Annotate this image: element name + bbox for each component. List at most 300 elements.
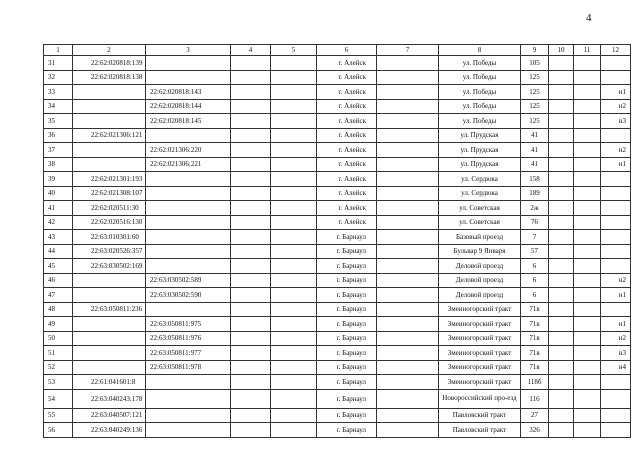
- col-7-cell: [377, 360, 439, 375]
- house-number-cell: 41: [521, 128, 549, 143]
- house-number-cell: 125: [521, 70, 549, 85]
- sub-cadastral-number-cell: 22:63:050811:978: [146, 360, 231, 375]
- col-7-cell: [377, 259, 439, 274]
- row-number-cell: 53: [44, 375, 73, 390]
- cadastral-number-cell: [73, 99, 146, 114]
- row-number-cell: 49: [44, 317, 73, 332]
- table-row: [44, 244, 631, 259]
- col-4-cell: [231, 331, 271, 346]
- col-7-cell: [377, 244, 439, 259]
- col-7-cell: [377, 288, 439, 303]
- col-7-cell: [377, 331, 439, 346]
- col-11-cell: [574, 70, 601, 85]
- city-cell: г. Барнаул: [317, 331, 377, 346]
- street-cell: ул. Победы: [439, 114, 521, 129]
- row-number-cell: 50: [44, 331, 73, 346]
- note-cell: н2: [601, 99, 631, 114]
- col-11-cell: [574, 56, 601, 71]
- sub-cadastral-number-cell: [146, 302, 231, 317]
- col-7-cell: [377, 215, 439, 230]
- col-5-cell: [271, 201, 317, 216]
- city-cell: г. Алейск: [317, 85, 377, 100]
- house-number-cell: 125: [521, 114, 549, 129]
- row-number-cell: 37: [44, 143, 73, 158]
- column-header: 2: [73, 45, 146, 56]
- cadastral-number-cell: 22:63:040507:121: [73, 408, 146, 423]
- house-number-cell: 71в: [521, 331, 549, 346]
- col-4-cell: [231, 201, 271, 216]
- city-cell: г. Барнаул: [317, 408, 377, 423]
- table-row: [44, 215, 631, 230]
- city-cell: г. Алейск: [317, 201, 377, 216]
- table-row: [44, 186, 631, 201]
- sub-cadastral-number-cell: [146, 186, 231, 201]
- row-number-cell: 41: [44, 201, 73, 216]
- col-4-cell: [231, 99, 271, 114]
- col-4-cell: [231, 408, 271, 423]
- col-5-cell: [271, 423, 317, 438]
- col-7-cell: [377, 230, 439, 245]
- column-header: 8: [439, 45, 521, 56]
- city-cell: г. Алейск: [317, 56, 377, 71]
- col-5-cell: [271, 288, 317, 303]
- col-4-cell: [231, 259, 271, 274]
- col-7-cell: [377, 302, 439, 317]
- city-cell: г. Барнаул: [317, 389, 377, 408]
- col-10-cell: [549, 56, 574, 71]
- sub-cadastral-number-cell: 22:63:050811:975: [146, 317, 231, 332]
- col-10-cell: [549, 244, 574, 259]
- col-11-cell: [574, 346, 601, 361]
- cadastral-number-cell: 22:63:040243:178: [73, 389, 146, 408]
- house-number-cell: 71в: [521, 360, 549, 375]
- table-row: [44, 70, 631, 85]
- col-7-cell: [377, 56, 439, 71]
- col-5-cell: [271, 389, 317, 408]
- street-cell: Змеиногорский тракт: [439, 375, 521, 390]
- col-10-cell: [549, 99, 574, 114]
- col-10-cell: [549, 201, 574, 216]
- table-row: [44, 128, 631, 143]
- column-header: 1: [44, 45, 73, 56]
- table-row: [44, 288, 631, 303]
- cadastral-number-cell: [73, 360, 146, 375]
- col-4-cell: [231, 70, 271, 85]
- cadastral-number-cell: 22:61:041601:8: [73, 375, 146, 390]
- street-cell: ул. Сердюка: [439, 186, 521, 201]
- house-number-cell: 71в: [521, 346, 549, 361]
- col-10-cell: [549, 215, 574, 230]
- col-5-cell: [271, 186, 317, 201]
- house-number-cell: 105: [521, 56, 549, 71]
- col-10-cell: [549, 375, 574, 390]
- note-cell: [601, 408, 631, 423]
- row-number-cell: 35: [44, 114, 73, 129]
- col-7-cell: [377, 143, 439, 158]
- table-row: [44, 114, 631, 129]
- col-7-cell: [377, 375, 439, 390]
- city-cell: г. Барнаул: [317, 244, 377, 259]
- house-number-cell: 2ж: [521, 201, 549, 216]
- street-cell: ул. Сердюка: [439, 172, 521, 187]
- col-7-cell: [377, 273, 439, 288]
- note-cell: [601, 375, 631, 390]
- cadastral-number-cell: [73, 346, 146, 361]
- street-cell: ул. Советская: [439, 201, 521, 216]
- col-4-cell: [231, 346, 271, 361]
- row-number-cell: 47: [44, 288, 73, 303]
- cadastral-number-cell: 22:62:020511:30: [73, 201, 146, 216]
- row-number-cell: 55: [44, 408, 73, 423]
- sub-cadastral-number-cell: [146, 389, 231, 408]
- note-cell: [601, 70, 631, 85]
- cadastral-number-cell: [73, 317, 146, 332]
- cadastral-number-cell: [73, 114, 146, 129]
- col-7-cell: [377, 99, 439, 114]
- col-11-cell: [574, 85, 601, 100]
- cadastral-number-cell: 22:62:021308:107: [73, 186, 146, 201]
- house-number-cell: 71в: [521, 302, 549, 317]
- city-cell: г. Алейск: [317, 172, 377, 187]
- city-cell: г. Барнаул: [317, 423, 377, 438]
- col-4-cell: [231, 389, 271, 408]
- table-row: [44, 302, 631, 317]
- row-number-cell: 54: [44, 389, 73, 408]
- house-number-cell: 76: [521, 215, 549, 230]
- col-5-cell: [271, 346, 317, 361]
- table-row: [44, 317, 631, 332]
- col-10-cell: [549, 317, 574, 332]
- street-cell: Змеиногорский тракт: [439, 346, 521, 361]
- cadastral-number-cell: 22:63:040249:136: [73, 423, 146, 438]
- house-number-cell: 118б: [521, 375, 549, 390]
- sub-cadastral-number-cell: [146, 408, 231, 423]
- row-number-cell: 42: [44, 215, 73, 230]
- col-4-cell: [231, 288, 271, 303]
- sub-cadastral-number-cell: 22:62:021306:220: [146, 143, 231, 158]
- col-5-cell: [271, 230, 317, 245]
- street-cell: ул. Победы: [439, 99, 521, 114]
- col-10-cell: [549, 128, 574, 143]
- col-7-cell: [377, 346, 439, 361]
- sub-cadastral-number-cell: [146, 375, 231, 390]
- table-row: [44, 99, 631, 114]
- col-11-cell: [574, 259, 601, 274]
- city-cell: г. Алейск: [317, 99, 377, 114]
- col-4-cell: [231, 157, 271, 172]
- street-cell: ул. Победы: [439, 85, 521, 100]
- table-row: [44, 331, 631, 346]
- table-row: [44, 375, 631, 390]
- col-5-cell: [271, 259, 317, 274]
- col-7-cell: [377, 114, 439, 129]
- house-number-cell: 6: [521, 259, 549, 274]
- sub-cadastral-number-cell: [146, 259, 231, 274]
- col-4-cell: [231, 244, 271, 259]
- note-cell: н1: [601, 317, 631, 332]
- col-10-cell: [549, 172, 574, 187]
- col-10-cell: [549, 259, 574, 274]
- city-cell: г. Алейск: [317, 157, 377, 172]
- row-number-cell: 40: [44, 186, 73, 201]
- column-header: 5: [271, 45, 317, 56]
- registry-table: [43, 44, 631, 438]
- column-header: 6: [317, 45, 377, 56]
- col-7-cell: [377, 389, 439, 408]
- col-10-cell: [549, 302, 574, 317]
- col-7-cell: [377, 186, 439, 201]
- col-10-cell: [549, 186, 574, 201]
- street-cell: Базовый проезд: [439, 230, 521, 245]
- col-5-cell: [271, 56, 317, 71]
- row-number-cell: 48: [44, 302, 73, 317]
- col-10-cell: [549, 273, 574, 288]
- col-7-cell: [377, 423, 439, 438]
- city-cell: г. Алейск: [317, 186, 377, 201]
- note-cell: н1: [601, 85, 631, 100]
- col-5-cell: [271, 157, 317, 172]
- table-row: [44, 230, 631, 245]
- street-cell: ул. Победы: [439, 56, 521, 71]
- col-11-cell: [574, 230, 601, 245]
- note-cell: [601, 128, 631, 143]
- column-header: 10: [549, 45, 574, 56]
- col-11-cell: [574, 331, 601, 346]
- col-11-cell: [574, 360, 601, 375]
- note-cell: [601, 201, 631, 216]
- cadastral-number-cell: 22:62:020818:138: [73, 70, 146, 85]
- sub-cadastral-number-cell: 22:63:030502:589: [146, 273, 231, 288]
- cadastral-number-cell: 22:62:021301:193: [73, 172, 146, 187]
- col-5-cell: [271, 317, 317, 332]
- table-body: [44, 56, 631, 438]
- house-number-cell: 326: [521, 423, 549, 438]
- house-number-cell: 41: [521, 157, 549, 172]
- col-7-cell: [377, 85, 439, 100]
- table-row: [44, 346, 631, 361]
- col-11-cell: [574, 423, 601, 438]
- col-11-cell: [574, 375, 601, 390]
- sub-cadastral-number-cell: 22:63:050811:976: [146, 331, 231, 346]
- column-header: 3: [146, 45, 231, 56]
- house-number-cell: 71в: [521, 317, 549, 332]
- row-number-cell: 38: [44, 157, 73, 172]
- street-cell: Змеиногорский тракт: [439, 331, 521, 346]
- note-cell: [601, 302, 631, 317]
- col-4-cell: [231, 375, 271, 390]
- col-10-cell: [549, 114, 574, 129]
- col-7-cell: [377, 157, 439, 172]
- cadastral-number-cell: 22:63:030502:169: [73, 259, 146, 274]
- cadastral-number-cell: 22:63:050811:236: [73, 302, 146, 317]
- table-row: [44, 143, 631, 158]
- house-number-cell: 116: [521, 389, 549, 408]
- street-cell: ул. Прудская: [439, 128, 521, 143]
- cadastral-number-cell: 22:62:020516:130: [73, 215, 146, 230]
- col-11-cell: [574, 99, 601, 114]
- row-number-cell: 45: [44, 259, 73, 274]
- note-cell: [601, 172, 631, 187]
- note-cell: [601, 244, 631, 259]
- street-cell: Змеиногорский тракт: [439, 302, 521, 317]
- col-4-cell: [231, 302, 271, 317]
- street-cell: Деловой проезд: [439, 259, 521, 274]
- col-4-cell: [231, 143, 271, 158]
- column-header: 7: [377, 45, 439, 56]
- row-number-cell: 44: [44, 244, 73, 259]
- column-header: 9: [521, 45, 549, 56]
- col-5-cell: [271, 302, 317, 317]
- note-cell: н2: [601, 331, 631, 346]
- table-row: [44, 172, 631, 187]
- city-cell: г. Барнаул: [317, 360, 377, 375]
- cadastral-number-cell: [73, 288, 146, 303]
- col-4-cell: [231, 423, 271, 438]
- street-cell: Деловой проезд: [439, 288, 521, 303]
- row-number-cell: 31: [44, 56, 73, 71]
- city-cell: г. Барнаул: [317, 273, 377, 288]
- sub-cadastral-number-cell: [146, 244, 231, 259]
- col-10-cell: [549, 360, 574, 375]
- row-number-cell: 46: [44, 273, 73, 288]
- col-4-cell: [231, 186, 271, 201]
- col-5-cell: [271, 172, 317, 187]
- col-5-cell: [271, 215, 317, 230]
- row-number-cell: 39: [44, 172, 73, 187]
- col-5-cell: [271, 85, 317, 100]
- col-11-cell: [574, 128, 601, 143]
- col-4-cell: [231, 230, 271, 245]
- note-cell: н1: [601, 288, 631, 303]
- row-number-cell: 56: [44, 423, 73, 438]
- city-cell: г. Алейск: [317, 143, 377, 158]
- col-5-cell: [271, 375, 317, 390]
- note-cell: [601, 186, 631, 201]
- table-row: [44, 85, 631, 100]
- column-header: 12: [601, 45, 631, 56]
- col-10-cell: [549, 331, 574, 346]
- sub-cadastral-number-cell: [146, 70, 231, 85]
- col-10-cell: [549, 85, 574, 100]
- note-cell: н1: [601, 157, 631, 172]
- col-5-cell: [271, 128, 317, 143]
- row-number-cell: 32: [44, 70, 73, 85]
- street-cell: Змеиногорский тракт: [439, 360, 521, 375]
- col-11-cell: [574, 317, 601, 332]
- city-cell: г. Алейск: [317, 215, 377, 230]
- col-11-cell: [574, 186, 601, 201]
- note-cell: н4: [601, 360, 631, 375]
- city-cell: г. Барнаул: [317, 288, 377, 303]
- sub-cadastral-number-cell: 22:62:020818:145: [146, 114, 231, 129]
- house-number-cell: 27: [521, 408, 549, 423]
- col-4-cell: [231, 114, 271, 129]
- sub-cadastral-number-cell: [146, 423, 231, 438]
- city-cell: г. Барнаул: [317, 317, 377, 332]
- city-cell: г. Алейск: [317, 114, 377, 129]
- house-number-cell: 158: [521, 172, 549, 187]
- house-number-cell: 7: [521, 230, 549, 245]
- col-11-cell: [574, 172, 601, 187]
- table-row: [44, 259, 631, 274]
- col-10-cell: [549, 288, 574, 303]
- house-number-cell: 6: [521, 288, 549, 303]
- row-number-cell: 43: [44, 230, 73, 245]
- house-number-cell: 6: [521, 273, 549, 288]
- note-cell: [601, 56, 631, 71]
- cadastral-number-cell: [73, 143, 146, 158]
- col-11-cell: [574, 408, 601, 423]
- city-cell: г. Барнаул: [317, 259, 377, 274]
- street-cell: Змеиногорский тракт: [439, 317, 521, 332]
- city-cell: г. Алейск: [317, 70, 377, 85]
- col-7-cell: [377, 201, 439, 216]
- col-10-cell: [549, 143, 574, 158]
- col-4-cell: [231, 273, 271, 288]
- cadastral-number-cell: [73, 273, 146, 288]
- col-11-cell: [574, 302, 601, 317]
- col-10-cell: [549, 70, 574, 85]
- sub-cadastral-number-cell: [146, 172, 231, 187]
- sub-cadastral-number-cell: [146, 56, 231, 71]
- table-row: [44, 408, 631, 423]
- col-5-cell: [271, 408, 317, 423]
- cadastral-number-cell: 22:62:021306:121: [73, 128, 146, 143]
- house-number-cell: 189: [521, 186, 549, 201]
- note-cell: [601, 423, 631, 438]
- header-row: [44, 45, 631, 56]
- col-10-cell: [549, 389, 574, 408]
- col-4-cell: [231, 317, 271, 332]
- street-cell: ул. Прудская: [439, 157, 521, 172]
- col-5-cell: [271, 70, 317, 85]
- table-row: [44, 157, 631, 172]
- row-number-cell: 34: [44, 99, 73, 114]
- col-4-cell: [231, 215, 271, 230]
- cadastral-number-cell: 22:62:020818:139: [73, 56, 146, 71]
- col-11-cell: [574, 143, 601, 158]
- col-5-cell: [271, 114, 317, 129]
- sub-cadastral-number-cell: 22:63:030502:590: [146, 288, 231, 303]
- cadastral-number-cell: [73, 331, 146, 346]
- table-row: [44, 56, 631, 71]
- house-number-cell: 57: [521, 244, 549, 259]
- col-10-cell: [549, 230, 574, 245]
- row-number-cell: 52: [44, 360, 73, 375]
- sub-cadastral-number-cell: [146, 201, 231, 216]
- sub-cadastral-number-cell: [146, 230, 231, 245]
- note-cell: [601, 389, 631, 408]
- street-cell: Бульвар 9 Января: [439, 244, 521, 259]
- col-11-cell: [574, 157, 601, 172]
- col-5-cell: [271, 273, 317, 288]
- note-cell: н3: [601, 114, 631, 129]
- note-cell: [601, 215, 631, 230]
- table-row: [44, 201, 631, 216]
- row-number-cell: 51: [44, 346, 73, 361]
- sub-cadastral-number-cell: [146, 215, 231, 230]
- col-5-cell: [271, 99, 317, 114]
- row-number-cell: 33: [44, 85, 73, 100]
- col-11-cell: [574, 389, 601, 408]
- sub-cadastral-number-cell: 22:63:050811:977: [146, 346, 231, 361]
- col-7-cell: [377, 172, 439, 187]
- city-cell: г. Барнаул: [317, 375, 377, 390]
- city-cell: г. Барнаул: [317, 302, 377, 317]
- col-7-cell: [377, 317, 439, 332]
- col-7-cell: [377, 408, 439, 423]
- page-number: 4: [586, 12, 592, 24]
